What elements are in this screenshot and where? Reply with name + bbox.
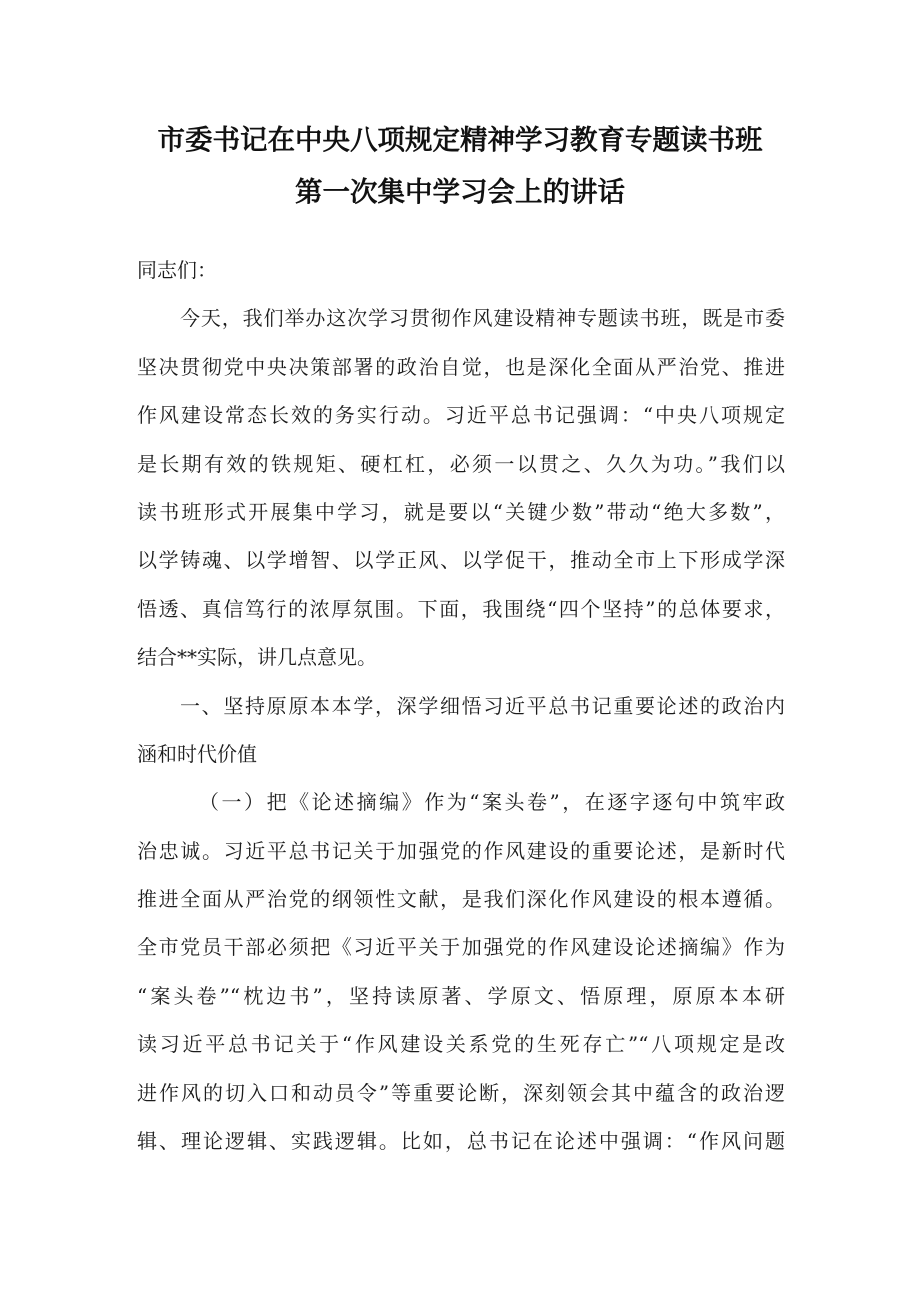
paragraph-line: 辑、理论逻辑、实践逻辑。比如，总书记在论述中强调：“作风问题: [137, 1129, 785, 1154]
subsection-paragraph-1: [137, 778, 785, 1165]
document-body: [137, 246, 785, 1165]
paragraph-line: 全市党员干部必须把《习近平关于加强党的作风建设论述摘编》作为: [137, 935, 785, 960]
paragraph-line: （一）把《论述摘编》作为“案头卷”，在逐字逐句中筑牢政: [199, 790, 785, 815]
paragraph-line: 进作风的切入口和动员令”等重要论断，深刻领会其中蕴含的政治逻: [137, 1080, 785, 1105]
paragraph-line: 治忠诚。习近平总书记关于加强党的作风建设的重要论述，是新时代: [137, 838, 785, 863]
paragraph-line: 推进全面从严治党的纲领性文献，是我们深化作风建设的根本遵循。: [137, 887, 785, 912]
section-heading-1: [137, 682, 785, 779]
title-line-2: 第一次集中学习会上的讲话: [295, 176, 625, 208]
paragraph-line: 是长期有效的铁规矩、硬杠杠，必须一以贯之、久久为功。”我们以: [137, 451, 785, 476]
salutation: 同志们：: [137, 258, 217, 282]
paragraph-line: 读书班形式开展集中学习，就是要以“关键少数”带动“绝大多数”，: [137, 499, 785, 524]
paragraph-line: 读习近平总书记关于“作风建设关系党的生死存亡”“八项规定是改: [137, 1032, 785, 1057]
document-title: [0, 114, 920, 218]
paragraph-line: 结合**实际，讲几点意见。: [137, 645, 377, 670]
paragraph-line: 作风建设常态长效的务实行动。习近平总书记强调：“中央八项规定: [137, 403, 785, 428]
heading-line: 涵和时代价值: [137, 741, 257, 766]
title-line-1: 市委书记在中央八项规定精神学习教育专题读书班: [157, 124, 763, 156]
paragraph-line: 今天，我们举办这次学习贯彻作风建设精神专题读书班，既是市委: [180, 306, 785, 331]
paragraph-line: “案头卷”“枕边书”，坚持读原著、学原文、悟原理，原原本本研: [137, 983, 785, 1008]
paragraph-line: 悟透、真信笃行的浓厚氛围。下面，我围绕“四个坚持”的总体要求，: [137, 596, 785, 621]
paragraph-opening: [137, 294, 785, 681]
paragraph-line: 以学铸魂、以学增智、以学正风、以学促干，推动全市上下形成学深: [137, 548, 785, 573]
paragraph-line: 坚决贯彻党中央决策部署的政治自觉，也是深化全面从严治党、推进: [137, 354, 785, 379]
heading-line: 一、坚持原原本本学，深学细悟习近平总书记重要论述的政治内: [180, 693, 785, 718]
